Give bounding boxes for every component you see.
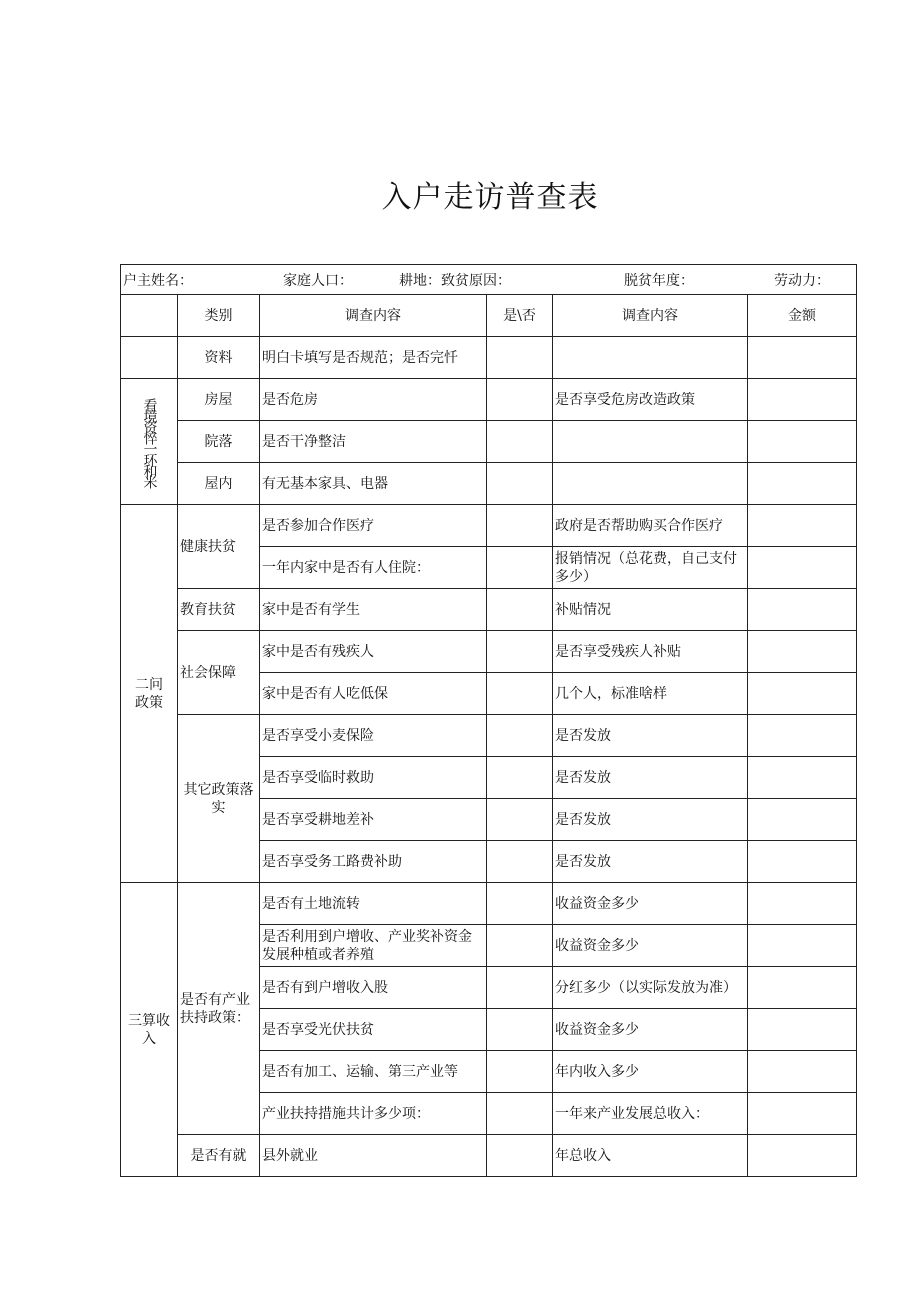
table-row [121, 1135, 857, 1177]
category-cell: 院落 [178, 421, 260, 463]
content2-cell [553, 421, 748, 463]
category-cell: 资料 [178, 337, 260, 379]
yes-no-cell[interactable] [487, 379, 553, 421]
section-label-cell [121, 883, 178, 1177]
yes-no-cell[interactable] [487, 883, 553, 925]
category-cell: 其它政策落实 [178, 715, 260, 883]
content-cell: 县外就业 [260, 1135, 487, 1177]
content-cell: 是否危房 [260, 379, 487, 421]
amount-cell[interactable] [748, 1051, 857, 1093]
content2-cell: 补贴情况 [553, 589, 748, 631]
category-cell: 教育扶贫 [178, 589, 260, 631]
content2-cell: 是否享受残疾人补贴 [553, 631, 748, 673]
yes-no-cell[interactable] [487, 1135, 553, 1177]
yes-no-cell[interactable] [487, 463, 553, 505]
content-cell: 是否享受光伏扶贫 [260, 1009, 487, 1051]
exit-year-label: 脱贫年度： [624, 272, 695, 289]
yes-no-cell[interactable] [487, 715, 553, 757]
category-cell: 屋内 [178, 463, 260, 505]
content2-cell: 是否发放 [553, 757, 748, 799]
amount-cell[interactable] [748, 841, 857, 883]
amount-cell[interactable] [748, 757, 857, 799]
table-row [121, 715, 857, 757]
blank-header-cell [121, 295, 178, 337]
amount-cell[interactable] [748, 463, 857, 505]
amount-cell[interactable] [748, 883, 857, 925]
col-survey-content-2: 调查内容 [553, 295, 748, 337]
amount-cell[interactable] [748, 589, 857, 631]
table-row [121, 883, 857, 925]
content-cell: 是否干净整洁 [260, 421, 487, 463]
section-1-label: 看境资悴一环和米 [141, 397, 158, 486]
amount-cell[interactable] [748, 799, 857, 841]
yes-no-cell[interactable] [487, 673, 553, 715]
yes-no-cell[interactable] [487, 505, 553, 547]
content-cell: 是否享受小麦保险 [260, 715, 487, 757]
section-3-label: 三算收入 [128, 1012, 170, 1047]
amount-cell[interactable] [748, 967, 857, 1009]
section-label-cell [121, 379, 178, 505]
content-cell: 是否享受务工路费补助 [260, 841, 487, 883]
header-row [121, 265, 857, 295]
content2-cell: 年总收入 [553, 1135, 748, 1177]
content2-cell: 是否享受危房改造政策 [553, 379, 748, 421]
amount-cell[interactable] [748, 1009, 857, 1051]
yes-no-cell[interactable] [487, 337, 553, 379]
content-cell: 一年内家中是否有人住院： [260, 547, 487, 589]
content-cell: 家中是否有学生 [260, 589, 487, 631]
category-cell: 健康扶贫 [178, 505, 260, 589]
section-2-label: 二问政策 [135, 676, 163, 711]
table-row [121, 337, 857, 379]
content-cell: 有无基本家具、电器 [260, 463, 487, 505]
yes-no-cell[interactable] [487, 1093, 553, 1135]
content2-cell [553, 463, 748, 505]
yes-no-cell[interactable] [487, 841, 553, 883]
table-row [121, 589, 857, 631]
content2-cell: 政府是否帮助购买合作医疗 [553, 505, 748, 547]
column-header-row [121, 295, 857, 337]
category-cell: 是否有产业扶持政策： [178, 883, 260, 1135]
yes-no-cell[interactable] [487, 1009, 553, 1051]
amount-cell[interactable] [748, 421, 857, 463]
yes-no-cell[interactable] [487, 589, 553, 631]
content-cell: 明白卡填写是否规范；是否完忏 [260, 337, 487, 379]
content2-cell: 收益资金多少 [553, 883, 748, 925]
table-row [121, 379, 857, 421]
table-row [121, 631, 857, 673]
content-cell: 是否有到户增收入股 [260, 967, 487, 1009]
amount-cell[interactable] [748, 1093, 857, 1135]
population-label: 家庭人口： [283, 272, 353, 289]
yes-no-cell[interactable] [487, 1051, 553, 1093]
content2-cell: 报销情况（总花费，自己支付多少） [553, 547, 748, 589]
content2-cell: 是否发放 [553, 799, 748, 841]
page-title: 入户走访普查表 [381, 180, 599, 215]
category-cell: 是否有就 [178, 1135, 260, 1177]
content2-cell: 收益资金多少 [553, 925, 748, 967]
labor-label: 劳动力： [774, 272, 831, 289]
content-cell: 是否有加工、运输、第三产业等 [260, 1051, 487, 1093]
amount-cell[interactable] [748, 505, 857, 547]
amount-cell[interactable] [748, 337, 857, 379]
col-category: 类别 [178, 295, 260, 337]
content2-cell: 几个人，标准啥样 [553, 673, 748, 715]
blank-section-cell [121, 337, 178, 379]
content-cell: 是否利用到户增收、产业奖补资金发展种植或者养殖 [260, 925, 487, 967]
yes-no-cell[interactable] [487, 757, 553, 799]
yes-no-cell[interactable] [487, 799, 553, 841]
col-yes-no: 是\否 [487, 295, 553, 337]
amount-cell[interactable] [748, 715, 857, 757]
content-cell: 家中是否有残疾人 [260, 631, 487, 673]
yes-no-cell[interactable] [487, 421, 553, 463]
table-row [121, 463, 857, 505]
content2-cell: 是否发放 [553, 841, 748, 883]
amount-cell[interactable] [748, 631, 857, 673]
amount-cell[interactable] [748, 925, 857, 967]
content2-cell: 一年来产业发展总收入： [553, 1093, 748, 1135]
content2-cell: 分红多少（以实际发放为准） [553, 967, 748, 1009]
content-cell: 是否参加合作医疗 [260, 505, 487, 547]
content-cell: 是否享受临时救助 [260, 757, 487, 799]
table-row [121, 505, 857, 547]
content-cell: 是否享受耕地差补 [260, 799, 487, 841]
amount-cell[interactable] [748, 1135, 857, 1177]
content2-cell [553, 337, 748, 379]
yes-no-cell[interactable] [487, 925, 553, 967]
content-cell: 产业扶持措施共计多少项： [260, 1093, 487, 1135]
content2-cell: 收益资金多少 [553, 1009, 748, 1051]
table-row [121, 421, 857, 463]
amount-cell[interactable] [748, 673, 857, 715]
content-cell: 家中是否有人吃低保 [260, 673, 487, 715]
survey-table [120, 264, 857, 1177]
content2-cell: 是否发放 [553, 715, 748, 757]
amount-cell[interactable] [748, 547, 857, 589]
section-label-cell [121, 505, 178, 883]
content2-cell: 年内收入多少 [553, 1051, 748, 1093]
content-cell: 是否有土地流转 [260, 883, 487, 925]
farmland-reason-label: 耕地：致贫原因： [399, 272, 511, 289]
yes-no-cell[interactable] [487, 631, 553, 673]
category-cell: 社会保障 [178, 631, 260, 715]
col-survey-content: 调查内容 [260, 295, 487, 337]
yes-no-cell[interactable] [487, 967, 553, 1009]
col-amount: 金额 [748, 295, 857, 337]
yes-no-cell[interactable] [487, 547, 553, 589]
householder-label: 户主姓名： [123, 272, 193, 289]
amount-cell[interactable] [748, 379, 857, 421]
category-cell: 房屋 [178, 379, 260, 421]
